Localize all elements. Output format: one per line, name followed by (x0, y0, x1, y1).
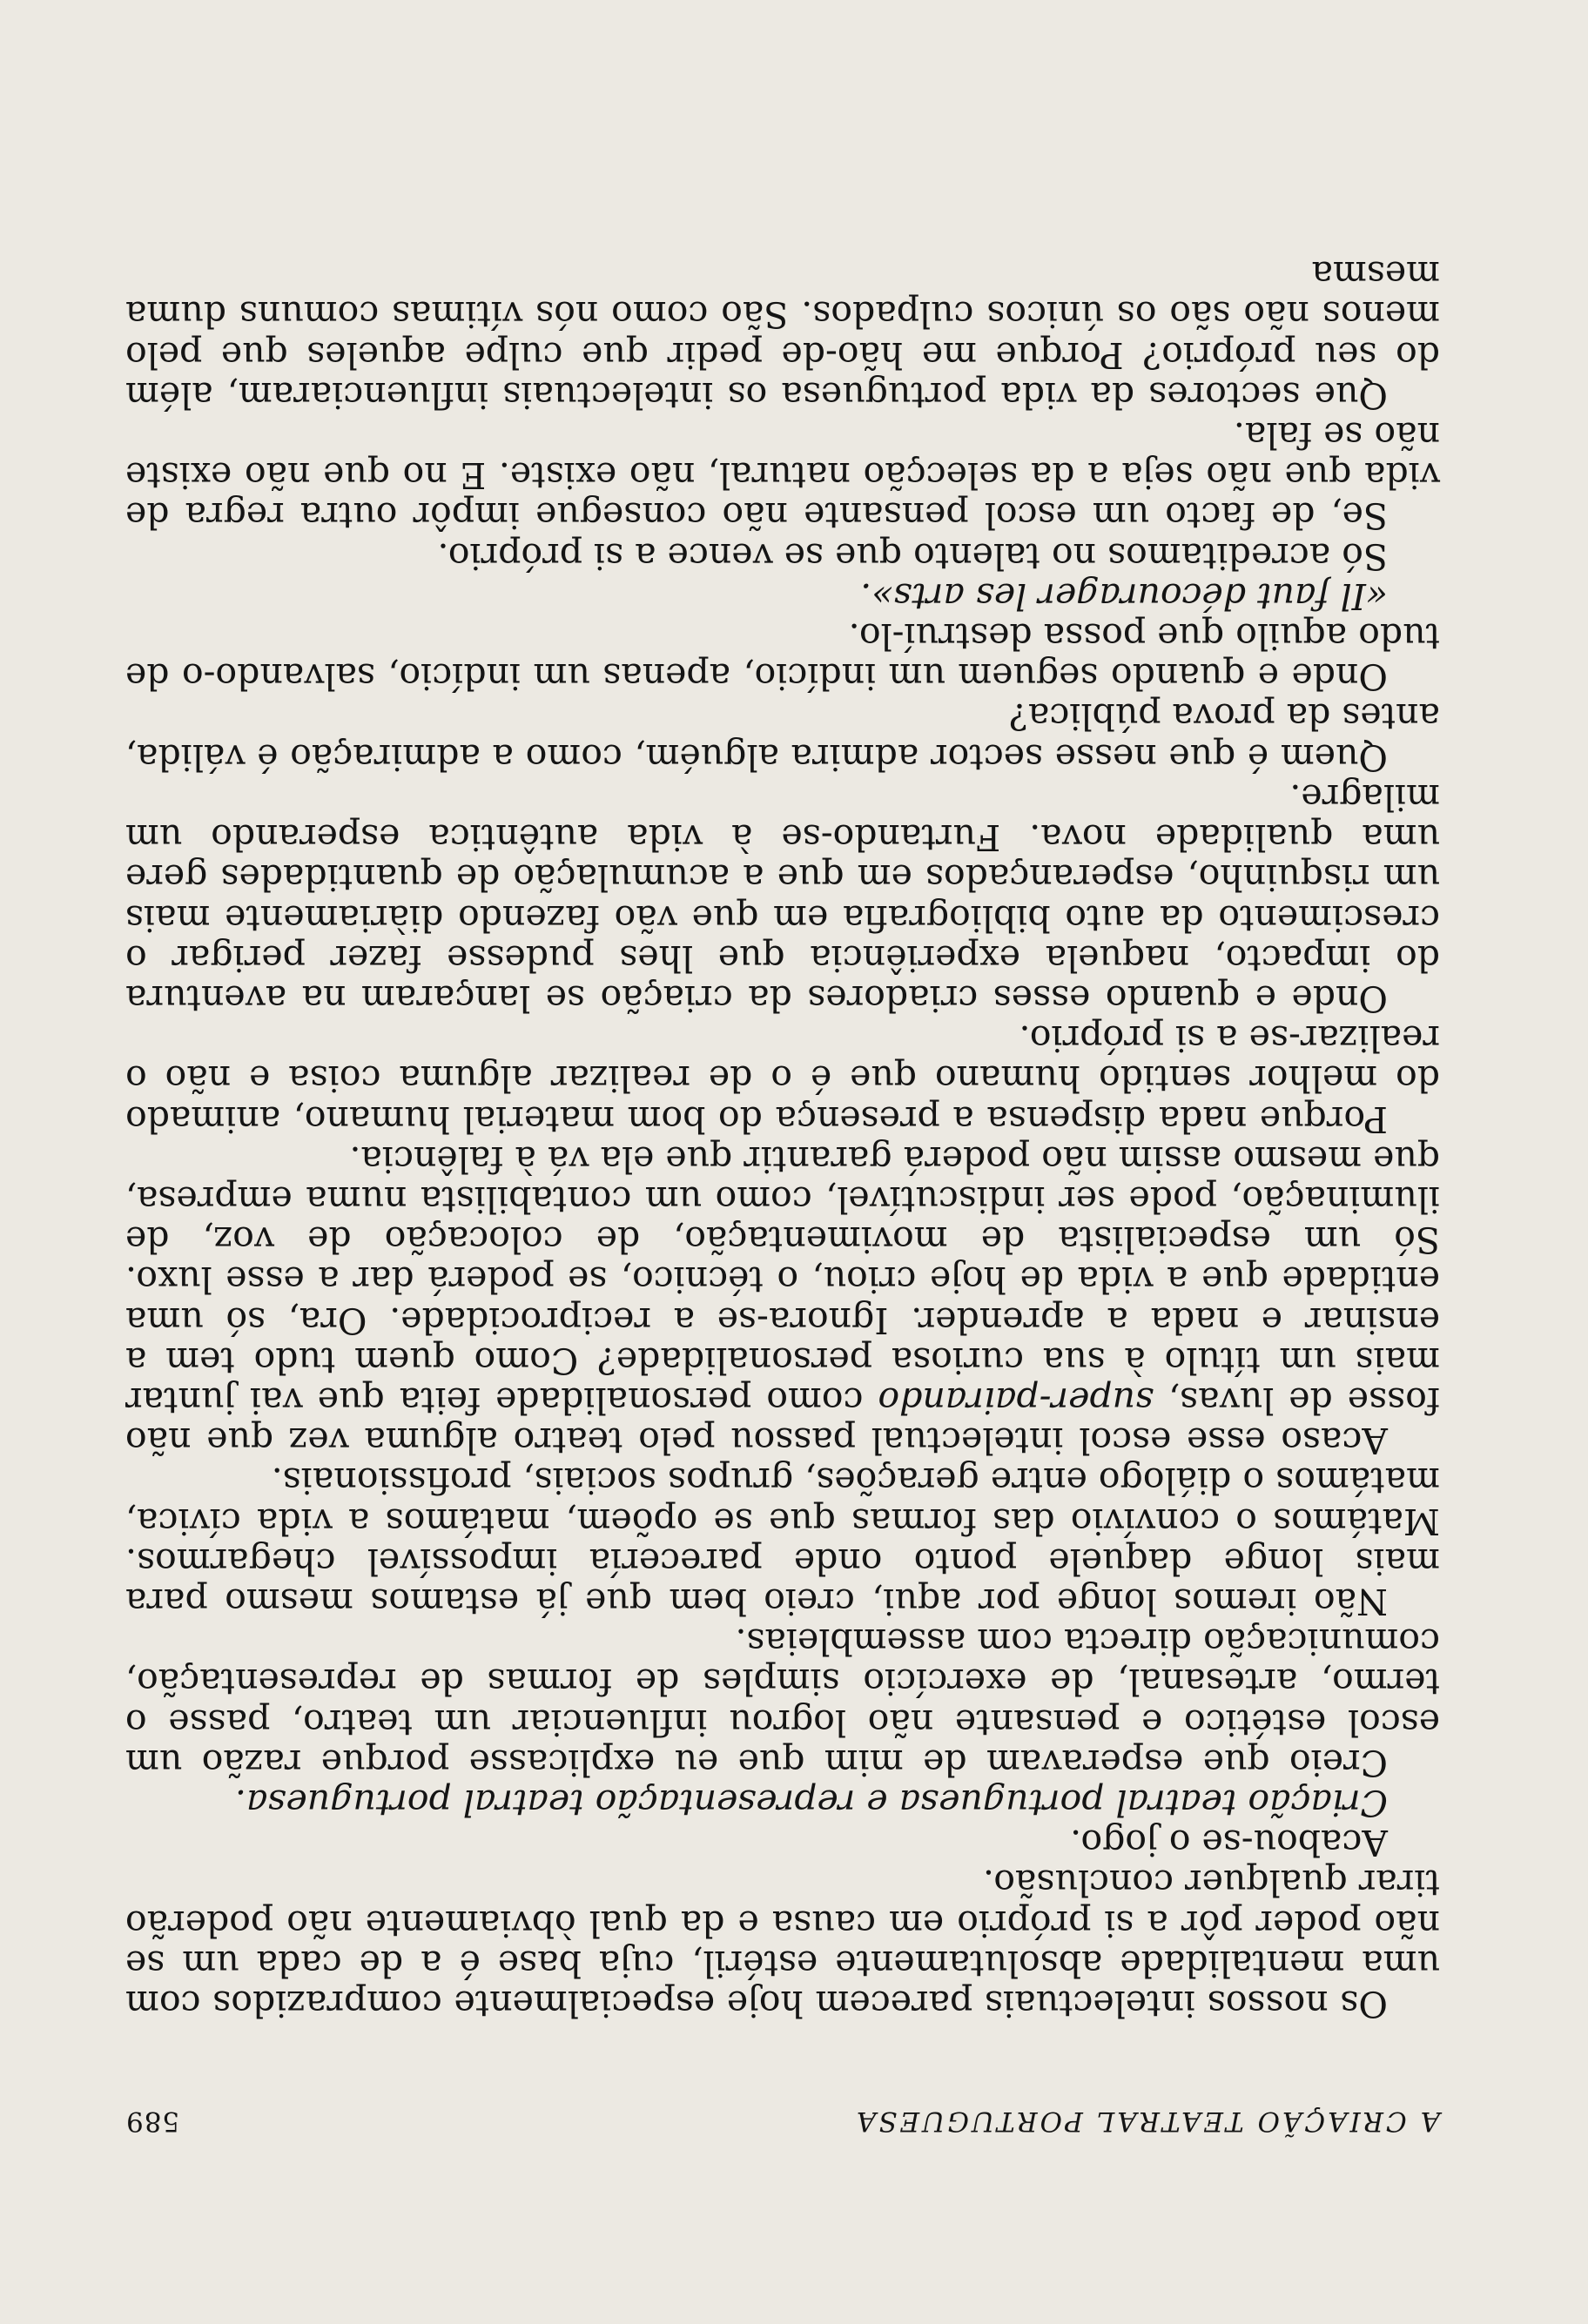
page-number: 589 (125, 2106, 180, 2137)
paragraph: Que sectores da vida portuguesa os intelectuais influenciaram, além do seu próprio? Porque me hão-de pedir que culpe aqueles que pelo menos não são os únicos culpados. São como nós vítimas comuns duma mesma (125, 253, 1440, 416)
paragraph: Acaso esse escol intelectual passou pelo teatro alguma vez que não fosse de luvas, super-pairando como personalidade feita que vai juntar mais um título à sua curiosa personalidade? Como quem tudo tem a ensinar e nada a aprender. Ignora-se a reciprocidade. Ora, só uma entidade que a vida de hoje criou, o técnico, se poderá dar a esse luxo. Só um especialista de movimentação, de colocação de voz, de iluminação, pode ser indiscutível, como um contabilista numa empresa, que mesmo assim não poderá garantir que ela vá à falência. (125, 1138, 1440, 1462)
paragraph: Se, de facto um escol pensante não consegue impôr outra regra de vida que não seja a da selecção natural, não existe. E no que não existe não se fala. (125, 414, 1440, 537)
paragraph: Porque nada dispensa a presença do bom material humano, animado do melhor sentido humano que é o de realizar alguma coisa e não o realizar-se a si próprio. (125, 1018, 1440, 1140)
paragraph-italic: Criação teatral portuguesa e representação teatral portuguesa. (234, 1781, 1388, 1824)
paragraph-quote: «Il faut décourager les arts». (860, 574, 1388, 617)
paragraph: Onde e quando seguem um indício, apenas um indício, salvando-o de tudo aquilo que possa destruí-lo. (125, 615, 1440, 698)
running-title: A CRIAÇÃO TEATRAL PORTUGUESA (853, 2106, 1440, 2137)
page-header (125, 2106, 1440, 2137)
paragraph: Acabou-se o jogo. (1070, 1822, 1388, 1864)
paragraph: Os nossos intelectuais parecem hoje especialmente comprazidos com uma mentalidade absolutamente estéril, cuja base é a de cada um se não poder pôr a si próprio em causa e da qual òbviamente não poderão tirar qualquer conclusão. (125, 1862, 1440, 2025)
paragraph: Onde e quando esses criadores da criação se lançaram na aventura do impacto, naquela experiência que lhes pudesse fazer perigar o crescimento da auto bibliografia em que vão fazendo diàriamente mais um risquinho, esperançados em que a acumulação de quantidades gere uma qualidade nova. Furtando-se à vida autêntica esperando um milagre. (125, 776, 1440, 1019)
paragraph: Creio que esperavam de mim que eu explicasse porque razão um escol estético e pensante não logrou influenciar um teatro, passe o termo, artesanal, de exercício simples de formas de representação, comunicação directa com assembleias. (125, 1621, 1440, 1783)
paragraph: Só acreditamos no talento que se vence a si próprio. (437, 534, 1388, 577)
paragraph: Não iremos longe por aqui, creio bem que já estamos mesmo para mais longe daquele ponto onde parecería impossível chegarmos. Matámos o convívio das formas que se opõem, matámos a vida cívica, matámos o diálogo entre gerações, grupos sociais, profissionais. (125, 1460, 1440, 1622)
body-text (125, 254, 1440, 2024)
paragraph: Quem é que nesse sector admira alguém, como a admiração é válida, antes da prova pública? (125, 695, 1440, 778)
